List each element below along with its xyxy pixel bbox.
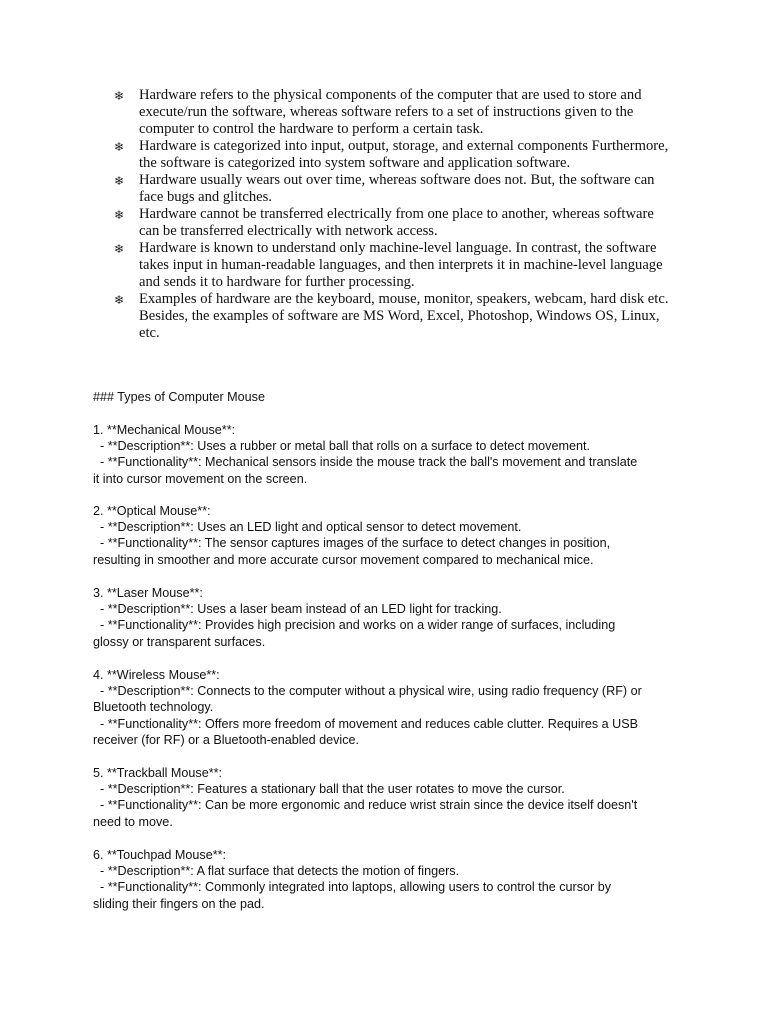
snowflake-bullet-icon: ❄ bbox=[114, 140, 125, 154]
list-item-text: Hardware cannot be transferred electrically from one place to another, whereas software can be transferred electrically with network access. bbox=[139, 206, 654, 239]
mouse-type-functionality: - **Functionality**: Offers more freedom of movement and reduces cable clutter. Requires a USB bbox=[100, 716, 639, 731]
list-item-text: Hardware refers to the physical components of the computer that are used to store and execute/run the software, whereas software refers to a set of instructions given to the computer to control the hardware to perform a certain task. bbox=[139, 87, 642, 137]
mouse-type-description: - **Description**: A flat surface that detects the motion of fingers. bbox=[100, 864, 460, 879]
snowflake-bullet-icon: ❄ bbox=[114, 293, 125, 307]
mouse-type-touchpad bbox=[93, 847, 683, 912]
mouse-type-functionality-continued: need to move. bbox=[93, 814, 173, 829]
list-item-text: Hardware usually wears out over time, whereas software does not. But, the software can face bugs and glitches. bbox=[139, 172, 655, 205]
mouse-type-description: - **Description**: Features a stationary ball that the user rotates to move the cursor. bbox=[100, 782, 565, 797]
mouse-type-title: 5. **Trackball Mouse**: bbox=[93, 766, 223, 780]
mouse-type-functionality-continued: resulting in smoother and more accurate cursor movement compared to mechanical mice. bbox=[93, 552, 594, 567]
mouse-type-title: 4. **Wireless Mouse**: bbox=[93, 668, 220, 682]
mouse-type-functionality: - **Functionality**: Mechanical sensors inside the mouse track the ball's movement and translate bbox=[100, 455, 638, 470]
mouse-type-functionality-continued: receiver (for RF) or a Bluetooth-enabled device. bbox=[93, 732, 359, 747]
mouse-type-title: 3. **Laser Mouse**: bbox=[93, 586, 203, 600]
list-item-text: Hardware is categorized into input, output, storage, and external components Furthermore, the software is categorized into system software and application software. bbox=[139, 138, 669, 171]
mouse-type-wireless bbox=[93, 667, 683, 748]
mouse-type-description: - **Description**: Connects to the computer without a physical wire, using radio frequency (RF) or bbox=[100, 684, 642, 699]
list-item bbox=[114, 87, 674, 138]
mouse-type-description: - **Description**: Uses a laser beam instead of an LED light for tracking. bbox=[100, 602, 502, 617]
mouse-type-description-continued: Bluetooth technology. bbox=[93, 700, 214, 715]
mouse-type-title: 6. **Touchpad Mouse**: bbox=[93, 848, 227, 862]
list-item bbox=[114, 291, 674, 342]
mouse-type-mechanical bbox=[93, 422, 683, 487]
hardware-software-bullet-list bbox=[114, 87, 674, 342]
mouse-type-functionality: - **Functionality**: Can be more ergonomic and reduce wrist strain since the device itself doesn't bbox=[100, 798, 638, 813]
snowflake-bullet-icon: ❄ bbox=[114, 242, 125, 256]
mouse-type-functionality: - **Functionality**: The sensor captures images of the surface to detect changes in position, bbox=[100, 536, 611, 551]
mouse-type-functionality-continued: sliding their fingers on the pad. bbox=[93, 896, 265, 911]
snowflake-bullet-icon: ❄ bbox=[114, 89, 125, 103]
mouse-type-functionality: - **Functionality**: Provides high precision and works on a wider range of surfaces, including bbox=[100, 618, 616, 633]
list-item bbox=[114, 206, 674, 240]
mouse-type-laser bbox=[93, 585, 683, 650]
list-item-text: Examples of hardware are the keyboard, mouse, monitor, speakers, webcam, hard disk etc. Besides, the examples of software are MS Word, Excel, Photoshop, Windows OS, Linux, etc. bbox=[139, 291, 669, 341]
section-heading bbox=[93, 389, 683, 405]
mouse-type-functionality-continued: it into cursor movement on the screen. bbox=[93, 471, 308, 486]
mouse-type-description: - **Description**: Uses an LED light and optical sensor to detect movement. bbox=[100, 520, 522, 535]
snowflake-bullet-icon: ❄ bbox=[114, 174, 125, 188]
mouse-type-description: - **Description**: Uses a rubber or metal ball that rolls on a surface to detect movement. bbox=[100, 439, 590, 454]
mouse-type-optical bbox=[93, 503, 683, 568]
mouse-type-title: 1. **Mechanical Mouse**: bbox=[93, 423, 236, 437]
list-item bbox=[114, 172, 674, 206]
mouse-type-trackball bbox=[93, 765, 683, 830]
mouse-type-functionality: - **Functionality**: Commonly integrated into laptops, allowing users to control the cursor by bbox=[100, 880, 611, 895]
list-item-text: Hardware is known to understand only machine-level language. In contrast, the software takes input in human-readable languages, and then interprets it in machine-level language and sends it to hardware for further processing. bbox=[139, 240, 663, 290]
list-item bbox=[114, 138, 674, 172]
mouse-type-title: 2. **Optical Mouse**: bbox=[93, 504, 211, 518]
section-heading-text: ### Types of Computer Mouse bbox=[93, 390, 265, 404]
list-item bbox=[114, 240, 674, 291]
snowflake-bullet-icon: ❄ bbox=[114, 208, 125, 222]
mouse-type-functionality-continued: glossy or transparent surfaces. bbox=[93, 634, 266, 649]
